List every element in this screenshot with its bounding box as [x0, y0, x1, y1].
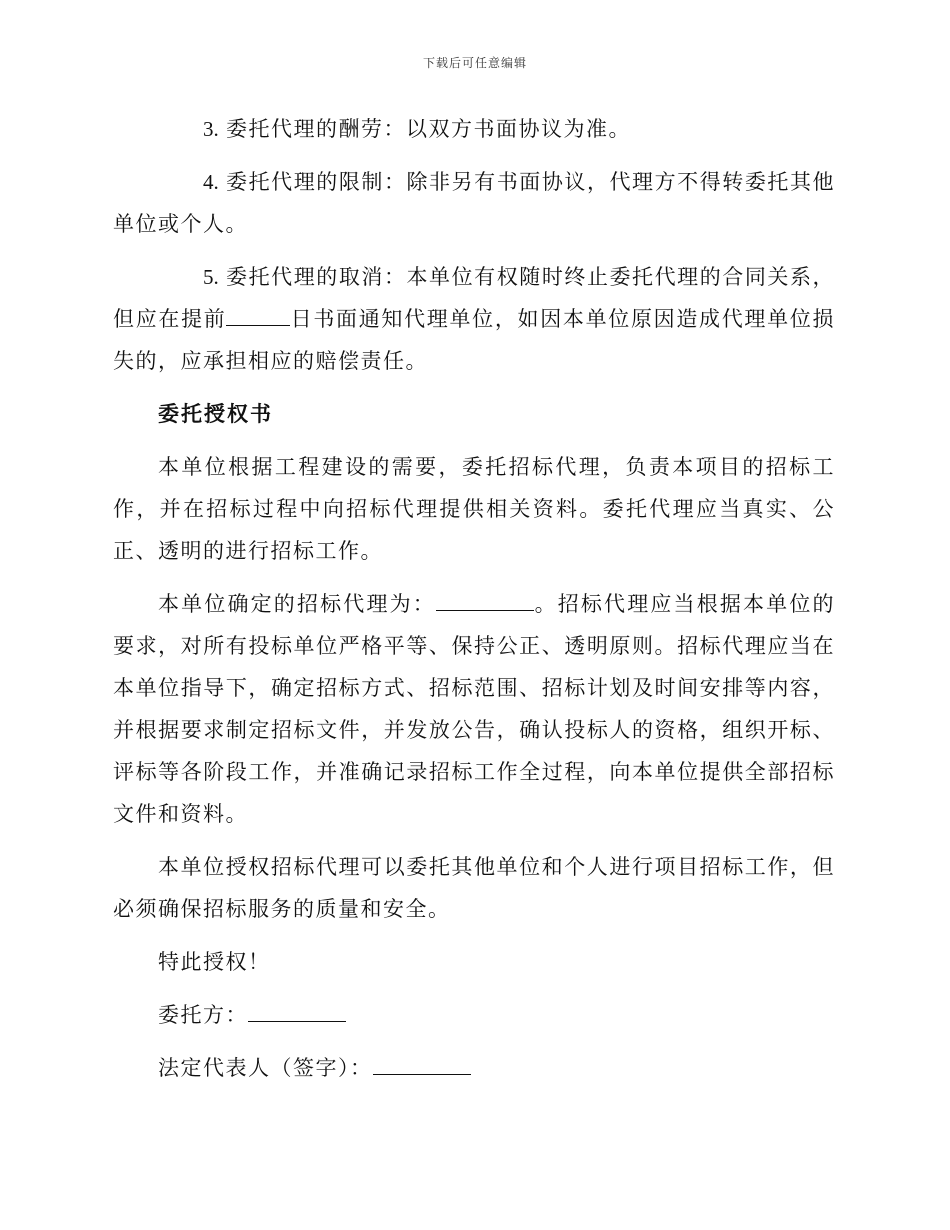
entrustor-line [113, 994, 835, 1036]
entrustor-label: 委托方： [158, 1003, 248, 1027]
paragraph-text-before-blank: 本单位确定的招标代理为： [158, 592, 436, 616]
clause-number: 3. [203, 117, 219, 141]
clause-4 [113, 161, 835, 245]
document-body [113, 108, 835, 1100]
entrustor-blank [248, 997, 346, 1022]
page-header-note: 下载后可任意编辑 [422, 56, 527, 70]
authorization-paragraph-1: 本单位根据工程建设的需要，委托招标代理，负责本项目的招标工作，并在招标过程中向招标代理提供相关资料。委托代理应当真实、公正、透明的进行招标工作。 [113, 455, 835, 563]
representative-line [113, 1047, 835, 1089]
clause-text-after-blank: 日书面通知代理单位，如因本单位原因造成代理单位损失的，应承担相应的赔偿责任。 [113, 307, 836, 373]
agent-name-blank [436, 586, 534, 611]
closing-statement: 特此授权！ [158, 950, 271, 974]
clause-text: 委托代理的酬劳：以双方书面协议为准。 [226, 117, 631, 141]
representative-signature-blank [373, 1050, 471, 1075]
clause-text: 委托代理的限制：除非另有书面协议，代理方不得转委托其他单位或个人。 [113, 170, 835, 236]
authorization-paragraph-3: 本单位授权招标代理可以委托其他单位和个人进行项目招标工作，但必须确保招标服务的质量和安全。 [113, 855, 835, 921]
representative-label: 法定代表人（签字）： [158, 1056, 373, 1080]
clause-number: 5. [203, 265, 219, 289]
clause-text-before-blank: 委托代理的取消：本单位有权随时终止委托代理的合同关系，但应在提前 [113, 265, 835, 331]
clause-5 [113, 256, 835, 382]
clause-3 [113, 108, 835, 150]
clause-number: 4. [203, 170, 219, 194]
notice-days-blank [226, 301, 290, 326]
authorization-paragraph-2 [113, 583, 835, 835]
section-title: 委托授权书 [158, 402, 273, 426]
paragraph-text-after-blank: 。招标代理应当根据本单位的要求，对所有投标单位严格平等、保持公正、透明原则。招标代理应当在本单位指导下，确定招标方式、招标范围、招标计划及时间安排等内容，并根据要求制定招标文件，并发放公告，确认投标人的资格，组织开标、评标等各阶段工作，并准确记录招标工作全过程，向本单位提供全部招标文件和资料。 [113, 592, 836, 826]
